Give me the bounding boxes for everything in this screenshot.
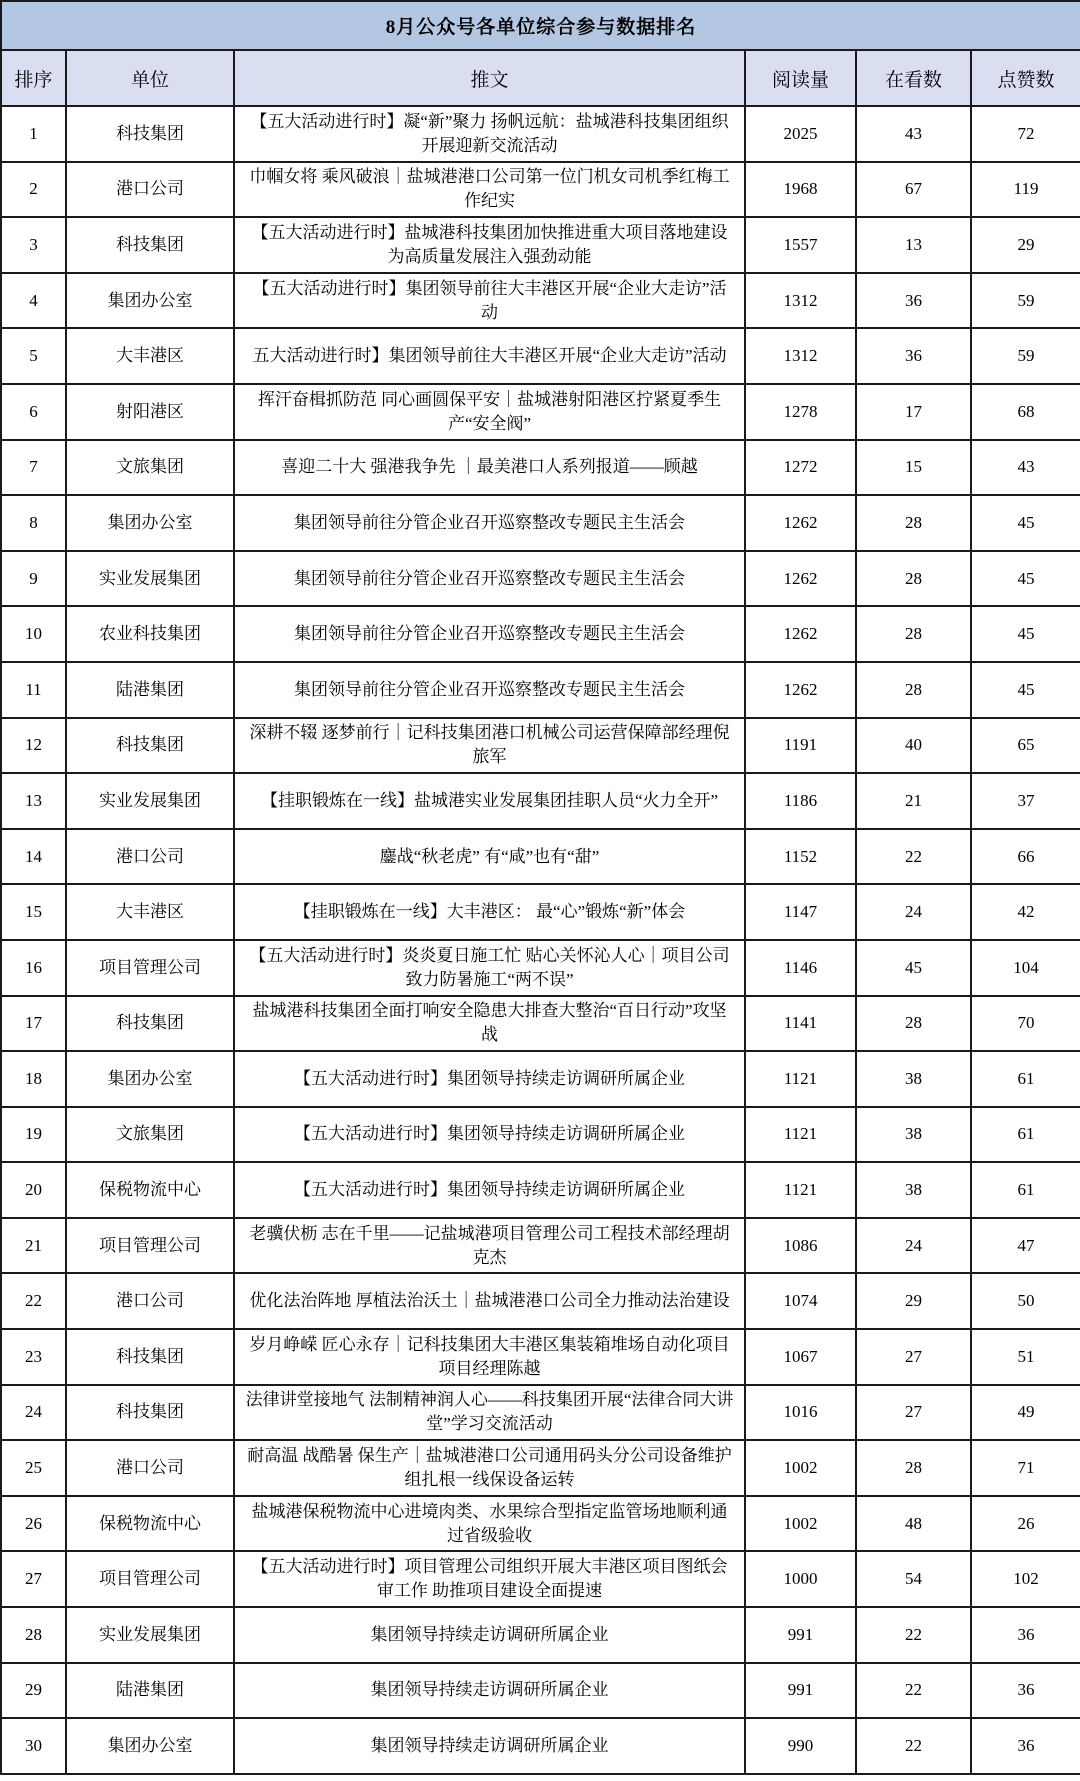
- cell-reads: 1278: [745, 384, 856, 440]
- cell-reads: 1000: [745, 1551, 856, 1607]
- column-header-watching: 在看数: [856, 50, 971, 106]
- cell-rank: 5: [1, 328, 66, 384]
- cell-likes: 68: [971, 384, 1080, 440]
- cell-unit: 文旅集团: [66, 440, 234, 496]
- cell-rank: 18: [1, 1051, 66, 1107]
- cell-article: 【五大活动进行时】炎炎夏日施工忙 贴心关怀沁人心｜项目公司致力防暑施工“两不误”: [234, 940, 745, 996]
- cell-watching: 36: [856, 328, 971, 384]
- cell-reads: 1191: [745, 718, 856, 774]
- table-row: [1, 1107, 1080, 1163]
- cell-article: 集团领导持续走访调研所属企业: [234, 1718, 745, 1774]
- cell-reads: 1121: [745, 1162, 856, 1218]
- cell-unit: 陆港集团: [66, 662, 234, 718]
- table-row: [1, 440, 1080, 496]
- cell-reads: 1141: [745, 996, 856, 1052]
- cell-unit: 实业发展集团: [66, 551, 234, 607]
- cell-rank: 1: [1, 106, 66, 162]
- cell-watching: 36: [856, 273, 971, 329]
- cell-watching: 22: [856, 829, 971, 885]
- cell-likes: 61: [971, 1162, 1080, 1218]
- table-row: [1, 273, 1080, 329]
- cell-article: 喜迎二十大 强港我争先 ｜最美港口人系列报道——顾越: [234, 440, 745, 496]
- cell-article: 优化法治阵地 厚植法治沃土｜盐城港港口公司全力推动法治建设: [234, 1273, 745, 1329]
- cell-reads: 991: [745, 1607, 856, 1663]
- cell-likes: 71: [971, 1440, 1080, 1496]
- cell-watching: 28: [856, 606, 971, 662]
- cell-watching: 22: [856, 1607, 971, 1663]
- cell-watching: 13: [856, 217, 971, 273]
- cell-likes: 37: [971, 773, 1080, 829]
- cell-unit: 大丰港区: [66, 328, 234, 384]
- table-row: [1, 773, 1080, 829]
- cell-article: 法律讲堂接地气 法制精神润人心——科技集团开展“法律合同大讲堂”学习交流活动: [234, 1385, 745, 1441]
- cell-watching: 27: [856, 1385, 971, 1441]
- table-row: [1, 551, 1080, 607]
- cell-reads: 1147: [745, 884, 856, 940]
- cell-reads: 1272: [745, 440, 856, 496]
- cell-rank: 24: [1, 1385, 66, 1441]
- cell-article: 【五大活动进行时】集团领导持续走访调研所属企业: [234, 1107, 745, 1163]
- cell-article: 【五大活动进行时】集团领导前往大丰港区开展“企业大走访”活动: [234, 273, 745, 329]
- table-body: [1, 106, 1080, 1774]
- cell-unit: 集团办公室: [66, 1718, 234, 1774]
- cell-likes: 72: [971, 106, 1080, 162]
- cell-article: 集团领导前往分管企业召开巡察整改专题民主生活会: [234, 495, 745, 551]
- cell-likes: 61: [971, 1107, 1080, 1163]
- table-row: [1, 1329, 1080, 1385]
- table-row: [1, 495, 1080, 551]
- cell-unit: 项目管理公司: [66, 940, 234, 996]
- cell-unit: 陆港集团: [66, 1663, 234, 1719]
- cell-article: 五大活动进行时】集团领导前往大丰港区开展“企业大走访”活动: [234, 328, 745, 384]
- cell-rank: 20: [1, 1162, 66, 1218]
- cell-unit: 科技集团: [66, 1385, 234, 1441]
- cell-likes: 59: [971, 328, 1080, 384]
- cell-watching: 38: [856, 1107, 971, 1163]
- cell-likes: 51: [971, 1329, 1080, 1385]
- cell-article: 老骥伏枥 志在千里——记盐城港项目管理公司工程技术部经理胡克杰: [234, 1218, 745, 1274]
- cell-unit: 文旅集团: [66, 1107, 234, 1163]
- table-row: [1, 1718, 1080, 1774]
- cell-unit: 科技集团: [66, 106, 234, 162]
- cell-unit: 集团办公室: [66, 495, 234, 551]
- cell-article: 集团领导持续走访调研所属企业: [234, 1607, 745, 1663]
- cell-watching: 29: [856, 1273, 971, 1329]
- cell-article: 鏖战“秋老虎” 有“咸”也有“甜”: [234, 829, 745, 885]
- cell-reads: 990: [745, 1718, 856, 1774]
- cell-watching: 28: [856, 996, 971, 1052]
- cell-unit: 科技集团: [66, 1329, 234, 1385]
- cell-rank: 12: [1, 718, 66, 774]
- cell-reads: 991: [745, 1663, 856, 1719]
- cell-article: 【挂职锻炼在一线】盐城港实业发展集团挂职人员“火力全开”: [234, 773, 745, 829]
- cell-reads: 1262: [745, 551, 856, 607]
- cell-watching: 17: [856, 384, 971, 440]
- cell-reads: 1121: [745, 1107, 856, 1163]
- column-header-article: 推文: [234, 50, 745, 106]
- cell-likes: 36: [971, 1607, 1080, 1663]
- cell-watching: 21: [856, 773, 971, 829]
- cell-watching: 40: [856, 718, 971, 774]
- cell-reads: 1968: [745, 162, 856, 218]
- cell-reads: 1312: [745, 328, 856, 384]
- table-row: [1, 606, 1080, 662]
- cell-unit: 保税物流中心: [66, 1496, 234, 1552]
- cell-reads: 1067: [745, 1329, 856, 1385]
- cell-rank: 26: [1, 1496, 66, 1552]
- cell-likes: 70: [971, 996, 1080, 1052]
- cell-watching: 28: [856, 662, 971, 718]
- table-row: [1, 384, 1080, 440]
- cell-reads: 2025: [745, 106, 856, 162]
- cell-likes: 36: [971, 1718, 1080, 1774]
- cell-watching: 28: [856, 551, 971, 607]
- cell-article: 集团领导持续走访调研所属企业: [234, 1663, 745, 1719]
- cell-reads: 1262: [745, 495, 856, 551]
- cell-rank: 8: [1, 495, 66, 551]
- cell-watching: 45: [856, 940, 971, 996]
- cell-article: 岁月峥嵘 匠心永存｜记科技集团大丰港区集装箱堆场自动化项目项目经理陈越: [234, 1329, 745, 1385]
- cell-reads: 1312: [745, 273, 856, 329]
- table-row: [1, 884, 1080, 940]
- cell-watching: 24: [856, 1218, 971, 1274]
- table-row: [1, 162, 1080, 218]
- cell-article: 【五大活动进行时】凝“新”聚力 扬帆远航：盐城港科技集团组织开展迎新交流活动: [234, 106, 745, 162]
- cell-likes: 29: [971, 217, 1080, 273]
- cell-likes: 45: [971, 551, 1080, 607]
- cell-reads: 1086: [745, 1218, 856, 1274]
- cell-likes: 43: [971, 440, 1080, 496]
- table-row: [1, 1663, 1080, 1719]
- cell-watching: 43: [856, 106, 971, 162]
- table-row: [1, 1218, 1080, 1274]
- cell-watching: 15: [856, 440, 971, 496]
- cell-rank: 22: [1, 1273, 66, 1329]
- table-row: [1, 1440, 1080, 1496]
- cell-unit: 农业科技集团: [66, 606, 234, 662]
- cell-rank: 14: [1, 829, 66, 885]
- cell-likes: 119: [971, 162, 1080, 218]
- cell-reads: 1016: [745, 1385, 856, 1441]
- cell-article: 挥汗奋楫抓防范 同心画圆保平安｜盐城港射阳港区拧紧夏季生产“安全阀”: [234, 384, 745, 440]
- cell-unit: 科技集团: [66, 996, 234, 1052]
- cell-watching: 38: [856, 1051, 971, 1107]
- cell-likes: 59: [971, 273, 1080, 329]
- page-title: 8月公众号各单位综合参与数据排名: [1, 1, 1080, 50]
- table-row: [1, 106, 1080, 162]
- table-row: [1, 328, 1080, 384]
- cell-article: 集团领导前往分管企业召开巡察整改专题民主生活会: [234, 662, 745, 718]
- cell-likes: 36: [971, 1663, 1080, 1719]
- cell-likes: 45: [971, 662, 1080, 718]
- cell-article: 【五大活动进行时】项目管理公司组织开展大丰港区项目图纸会审工作 助推项目建设全面提速: [234, 1551, 745, 1607]
- column-header-unit: 单位: [66, 50, 234, 106]
- cell-likes: 50: [971, 1273, 1080, 1329]
- cell-article: 盐城港保税物流中心进境肉类、水果综合型指定监管场地顺利通过省级验收: [234, 1496, 745, 1552]
- cell-watching: 22: [856, 1718, 971, 1774]
- cell-reads: 1146: [745, 940, 856, 996]
- cell-watching: 67: [856, 162, 971, 218]
- cell-article: 耐高温 战酷暑 保生产｜盐城港港口公司通用码头分公司设备维护组扎根一线保设备运转: [234, 1440, 745, 1496]
- cell-unit: 港口公司: [66, 829, 234, 885]
- table-row: [1, 1051, 1080, 1107]
- cell-rank: 29: [1, 1663, 66, 1719]
- cell-watching: 28: [856, 1440, 971, 1496]
- cell-unit: 集团办公室: [66, 1051, 234, 1107]
- cell-rank: 21: [1, 1218, 66, 1274]
- table-row: [1, 1551, 1080, 1607]
- cell-unit: 科技集团: [66, 217, 234, 273]
- cell-rank: 4: [1, 273, 66, 329]
- cell-unit: 集团办公室: [66, 273, 234, 329]
- table-row: [1, 718, 1080, 774]
- cell-unit: 科技集团: [66, 718, 234, 774]
- cell-reads: 1262: [745, 606, 856, 662]
- cell-watching: 54: [856, 1551, 971, 1607]
- table-row: [1, 662, 1080, 718]
- cell-rank: 17: [1, 996, 66, 1052]
- cell-likes: 61: [971, 1051, 1080, 1107]
- cell-rank: 11: [1, 662, 66, 718]
- table-row: [1, 829, 1080, 885]
- cell-likes: 42: [971, 884, 1080, 940]
- cell-watching: 24: [856, 884, 971, 940]
- cell-unit: 实业发展集团: [66, 773, 234, 829]
- cell-rank: 16: [1, 940, 66, 996]
- cell-reads: 1152: [745, 829, 856, 885]
- cell-rank: 23: [1, 1329, 66, 1385]
- table-row: [1, 1162, 1080, 1218]
- cell-article: 【五大活动进行时】集团领导持续走访调研所属企业: [234, 1162, 745, 1218]
- table-row: [1, 1496, 1080, 1552]
- cell-rank: 9: [1, 551, 66, 607]
- cell-reads: 1186: [745, 773, 856, 829]
- cell-unit: 港口公司: [66, 1440, 234, 1496]
- cell-rank: 25: [1, 1440, 66, 1496]
- cell-article: 【五大活动进行时】集团领导持续走访调研所属企业: [234, 1051, 745, 1107]
- cell-likes: 102: [971, 1551, 1080, 1607]
- cell-unit: 射阳港区: [66, 384, 234, 440]
- cell-likes: 49: [971, 1385, 1080, 1441]
- column-header-likes: 点赞数: [971, 50, 1080, 106]
- cell-rank: 27: [1, 1551, 66, 1607]
- cell-article: 【五大活动进行时】盐城港科技集团加快推进重大项目落地建设为高质量发展注入强劲动能: [234, 217, 745, 273]
- cell-unit: 港口公司: [66, 162, 234, 218]
- column-header-rank: 排序: [1, 50, 66, 106]
- cell-watching: 48: [856, 1496, 971, 1552]
- cell-reads: 1262: [745, 662, 856, 718]
- cell-article: 巾帼女将 乘风破浪｜盐城港港口公司第一位门机女司机季红梅工作纪实: [234, 162, 745, 218]
- cell-rank: 19: [1, 1107, 66, 1163]
- cell-article: 集团领导前往分管企业召开巡察整改专题民主生活会: [234, 551, 745, 607]
- cell-likes: 104: [971, 940, 1080, 996]
- table-row: [1, 1607, 1080, 1663]
- cell-unit: 实业发展集团: [66, 1607, 234, 1663]
- cell-article: 集团领导前往分管企业召开巡察整改专题民主生活会: [234, 606, 745, 662]
- cell-article: 盐城港科技集团全面打响安全隐患大排查大整治“百日行动”攻坚战: [234, 996, 745, 1052]
- cell-watching: 22: [856, 1663, 971, 1719]
- table-header-row: [1, 50, 1080, 106]
- cell-rank: 13: [1, 773, 66, 829]
- cell-rank: 7: [1, 440, 66, 496]
- cell-watching: 28: [856, 495, 971, 551]
- cell-reads: 1121: [745, 1051, 856, 1107]
- cell-rank: 28: [1, 1607, 66, 1663]
- cell-rank: 6: [1, 384, 66, 440]
- cell-rank: 3: [1, 217, 66, 273]
- cell-reads: 1002: [745, 1496, 856, 1552]
- cell-article: 【挂职锻炼在一线】大丰港区： 最“心”锻炼“新”体会: [234, 884, 745, 940]
- cell-unit: 项目管理公司: [66, 1218, 234, 1274]
- cell-article: 深耕不辍 逐梦前行｜记科技集团港口机械公司运营保障部经理倪旅军: [234, 718, 745, 774]
- cell-unit: 项目管理公司: [66, 1551, 234, 1607]
- cell-likes: 45: [971, 606, 1080, 662]
- table-row: [1, 996, 1080, 1052]
- table-row: [1, 1385, 1080, 1441]
- table-row: [1, 1273, 1080, 1329]
- cell-reads: 1002: [745, 1440, 856, 1496]
- cell-reads: 1557: [745, 217, 856, 273]
- table-row: [1, 940, 1080, 996]
- cell-unit: 保税物流中心: [66, 1162, 234, 1218]
- cell-likes: 47: [971, 1218, 1080, 1274]
- cell-likes: 26: [971, 1496, 1080, 1552]
- cell-rank: 2: [1, 162, 66, 218]
- cell-unit: 港口公司: [66, 1273, 234, 1329]
- cell-rank: 30: [1, 1718, 66, 1774]
- cell-rank: 15: [1, 884, 66, 940]
- cell-watching: 27: [856, 1329, 971, 1385]
- column-header-reads: 阅读量: [745, 50, 856, 106]
- cell-unit: 大丰港区: [66, 884, 234, 940]
- table-row: [1, 217, 1080, 273]
- cell-watching: 38: [856, 1162, 971, 1218]
- cell-likes: 66: [971, 829, 1080, 885]
- cell-likes: 65: [971, 718, 1080, 774]
- cell-reads: 1074: [745, 1273, 856, 1329]
- cell-rank: 10: [1, 606, 66, 662]
- table-title-row: [1, 1, 1080, 50]
- cell-likes: 45: [971, 495, 1080, 551]
